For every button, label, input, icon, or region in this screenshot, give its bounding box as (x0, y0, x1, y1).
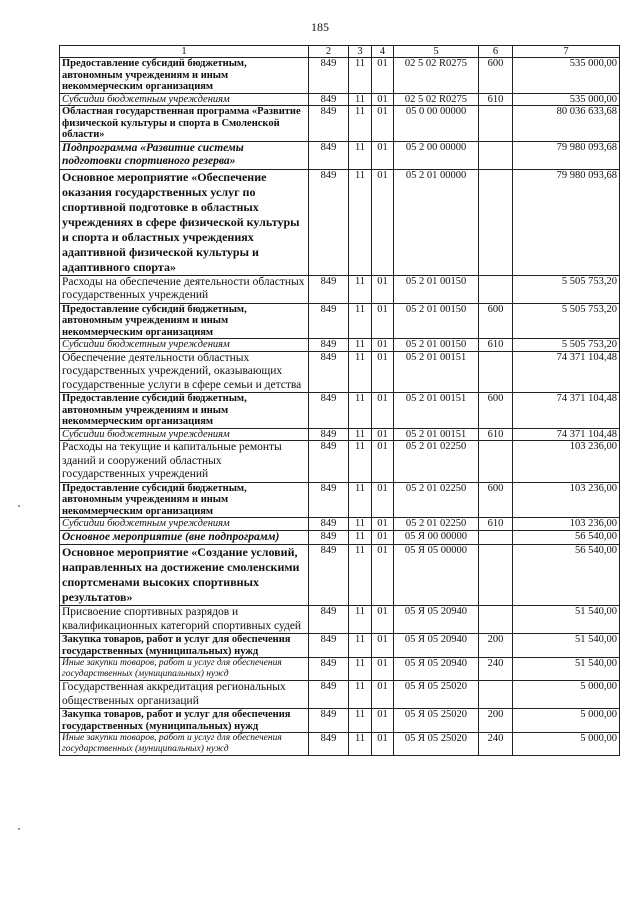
header-row (60, 46, 620, 58)
table-row (60, 339, 620, 352)
row-section-cell: 11 (349, 141, 372, 169)
row-amount-cell: 103 236,00 (513, 518, 620, 531)
table-row (60, 681, 620, 709)
row-expense-type-cell (479, 141, 513, 169)
row-name-cell: Субсидии бюджетным учреждениям (60, 428, 309, 441)
row-expense-type-cell (479, 441, 513, 483)
row-amount-cell: 535 000,00 (513, 93, 620, 106)
row-target-article-cell: 05 Я 05 20940 (394, 634, 479, 658)
row-name-cell: Основное мероприятие (вне подпрограмм) (60, 530, 309, 545)
row-target-article-cell: 05 2 01 02250 (394, 482, 479, 518)
row-code-cell: 849 (309, 518, 349, 531)
table-row (60, 169, 620, 275)
row-code-cell: 849 (309, 482, 349, 518)
row-section-cell: 11 (349, 518, 372, 531)
row-target-article-cell: 05 0 00 00000 (394, 106, 479, 142)
table-row (60, 482, 620, 518)
row-amount-cell: 5 505 753,20 (513, 275, 620, 303)
row-section-cell: 11 (349, 658, 372, 681)
page-number: 185 (311, 20, 329, 34)
row-subsection-cell: 01 (372, 106, 394, 142)
row-target-article-cell: 05 Я 05 20940 (394, 606, 479, 634)
table-row (60, 606, 620, 634)
row-expense-type-cell (479, 681, 513, 709)
row-name-cell: Обеспечение деятельности областных государственных учреждений, оказывающих государственные услуги в сфере семьи и детства (60, 351, 309, 393)
row-section-cell: 11 (349, 545, 372, 606)
row-subsection-cell: 01 (372, 93, 394, 106)
row-name-cell: Субсидии бюджетным учреждениям (60, 339, 309, 352)
header-cell: 2 (309, 46, 349, 58)
row-section-cell: 11 (349, 530, 372, 545)
row-target-article-cell: 05 2 00 00000 (394, 141, 479, 169)
row-name-cell: Расходы на обеспечение деятельности областных государственных учреждений (60, 275, 309, 303)
row-target-article-cell: 05 2 01 00150 (394, 339, 479, 352)
row-amount-cell: 74 371 104,48 (513, 428, 620, 441)
scan-mark (18, 828, 20, 830)
row-amount-cell: 51 540,00 (513, 658, 620, 681)
row-section-cell: 11 (349, 351, 372, 393)
row-target-article-cell: 05 Я 05 25020 (394, 709, 479, 733)
row-expense-type-cell: 240 (479, 733, 513, 756)
row-target-article-cell: 05 Я 05 25020 (394, 681, 479, 709)
row-section-cell: 11 (349, 393, 372, 429)
table-row (60, 303, 620, 339)
row-target-article-cell: 05 2 01 00151 (394, 428, 479, 441)
row-subsection-cell: 01 (372, 351, 394, 393)
row-subsection-cell: 01 (372, 58, 394, 94)
row-code-cell: 849 (309, 393, 349, 429)
header-cell: 7 (513, 46, 620, 58)
row-expense-type-cell: 600 (479, 482, 513, 518)
row-amount-cell: 51 540,00 (513, 634, 620, 658)
row-amount-cell: 5 000,00 (513, 709, 620, 733)
row-target-article-cell: 05 2 01 00150 (394, 275, 479, 303)
table-row (60, 93, 620, 106)
table-row (60, 275, 620, 303)
row-expense-type-cell: 200 (479, 709, 513, 733)
row-code-cell: 849 (309, 606, 349, 634)
row-section-cell: 11 (349, 606, 372, 634)
row-subsection-cell: 01 (372, 733, 394, 756)
table-row (60, 530, 620, 545)
table-row (60, 58, 620, 94)
row-section-cell: 11 (349, 634, 372, 658)
row-subsection-cell: 01 (372, 658, 394, 681)
row-amount-cell: 74 371 104,48 (513, 351, 620, 393)
table-row (60, 658, 620, 681)
row-code-cell: 849 (309, 530, 349, 545)
row-code-cell: 849 (309, 141, 349, 169)
row-subsection-cell: 01 (372, 275, 394, 303)
row-name-cell: Предоставление субсидий бюджетным, автономным учреждениям и иным некоммерческим организациям (60, 58, 309, 94)
row-section-cell: 11 (349, 106, 372, 142)
scan-mark (18, 505, 20, 507)
row-section-cell: 11 (349, 303, 372, 339)
row-target-article-cell: 02 5 02 R0275 (394, 93, 479, 106)
row-subsection-cell: 01 (372, 681, 394, 709)
row-name-cell: Подпрограмма «Развитие системы подготовки спортивного резерва» (60, 141, 309, 169)
row-amount-cell: 535 000,00 (513, 58, 620, 94)
header-cell: 5 (394, 46, 479, 58)
row-target-article-cell: 05 Я 05 25020 (394, 733, 479, 756)
row-section-cell: 11 (349, 93, 372, 106)
row-code-cell: 849 (309, 93, 349, 106)
row-name-cell: Иные закупки товаров, работ и услуг для обеспечения государственных (муниципальных) нужд (60, 658, 309, 681)
row-expense-type-cell (479, 545, 513, 606)
row-code-cell: 849 (309, 275, 349, 303)
row-subsection-cell: 01 (372, 441, 394, 483)
row-name-cell: Закупка товаров, работ и услуг для обеспечения государственных (муниципальных) нужд (60, 709, 309, 733)
header-cell: 6 (479, 46, 513, 58)
table-row (60, 106, 620, 142)
row-section-cell: 11 (349, 58, 372, 94)
row-subsection-cell: 01 (372, 634, 394, 658)
table-row (60, 733, 620, 756)
row-expense-type-cell (479, 351, 513, 393)
row-amount-cell: 103 236,00 (513, 441, 620, 483)
row-name-cell: Присвоение спортивных разрядов и квалификационных категорий спортивных судей (60, 606, 309, 634)
row-name-cell: Государственная аккредитация региональных общественных организаций (60, 681, 309, 709)
row-code-cell: 849 (309, 658, 349, 681)
row-subsection-cell: 01 (372, 482, 394, 518)
row-name-cell: Расходы на текущие и капитальные ремонты зданий и сооружений областных государственных учреждений (60, 441, 309, 483)
row-section-cell: 11 (349, 169, 372, 275)
row-name-cell: Предоставление субсидий бюджетным, автономным учреждениям и иным некоммерческим организациям (60, 482, 309, 518)
row-section-cell: 11 (349, 428, 372, 441)
row-amount-cell: 103 236,00 (513, 482, 620, 518)
table-row (60, 141, 620, 169)
budget-table (59, 45, 620, 756)
row-target-article-cell: 05 2 01 00151 (394, 351, 479, 393)
row-amount-cell: 56 540,00 (513, 530, 620, 545)
row-target-article-cell: 05 2 01 00000 (394, 169, 479, 275)
row-section-cell: 11 (349, 482, 372, 518)
row-code-cell: 849 (309, 339, 349, 352)
row-name-cell: Субсидии бюджетным учреждениям (60, 93, 309, 106)
row-expense-type-cell: 610 (479, 518, 513, 531)
row-name-cell: Областная государственная программа «Развитие физической культуры и спорта в Смоленской области» (60, 106, 309, 142)
row-target-article-cell: 05 2 01 02250 (394, 518, 479, 531)
row-target-article-cell: 05 2 01 02250 (394, 441, 479, 483)
row-amount-cell: 5 000,00 (513, 733, 620, 756)
row-subsection-cell: 01 (372, 141, 394, 169)
row-name-cell: Предоставление субсидий бюджетным, автономным учреждениям и иным некоммерческим организациям (60, 303, 309, 339)
row-section-cell: 11 (349, 275, 372, 303)
row-amount-cell: 79 980 093,68 (513, 169, 620, 275)
row-expense-type-cell (479, 169, 513, 275)
row-target-article-cell: 05 2 01 00150 (394, 303, 479, 339)
table-body (60, 58, 620, 756)
row-expense-type-cell (479, 606, 513, 634)
row-section-cell: 11 (349, 709, 372, 733)
row-expense-type-cell: 200 (479, 634, 513, 658)
row-name-cell: Основное мероприятие «Создание условий, направленных на достижение смоленскими спортсменами высоких спортивных результатов» (60, 545, 309, 606)
table-row (60, 634, 620, 658)
table-row (60, 393, 620, 429)
row-code-cell: 849 (309, 303, 349, 339)
row-name-cell: Субсидии бюджетным учреждениям (60, 518, 309, 531)
row-code-cell: 849 (309, 709, 349, 733)
row-target-article-cell: 05 2 01 00151 (394, 393, 479, 429)
row-code-cell: 849 (309, 733, 349, 756)
row-name-cell: Предоставление субсидий бюджетным, автономным учреждениям и иным некоммерческим организациям (60, 393, 309, 429)
table-row (60, 709, 620, 733)
table-row (60, 428, 620, 441)
row-code-cell: 849 (309, 58, 349, 94)
row-code-cell: 849 (309, 545, 349, 606)
row-name-cell: Основное мероприятие «Обеспечение оказания государственных услуг по спортивной подготовке в областных учреждениях в сфере физической культуры и спорта и областных учреждениях адаптивной физической культуры и адаптивного спорта» (60, 169, 309, 275)
row-expense-type-cell: 610 (479, 93, 513, 106)
row-code-cell: 849 (309, 428, 349, 441)
row-target-article-cell: 05 Я 05 20940 (394, 658, 479, 681)
table-row (60, 545, 620, 606)
row-expense-type-cell: 600 (479, 393, 513, 429)
row-amount-cell: 56 540,00 (513, 545, 620, 606)
row-amount-cell: 51 540,00 (513, 606, 620, 634)
table-row (60, 441, 620, 483)
header-cell: 1 (60, 46, 309, 58)
row-subsection-cell: 01 (372, 303, 394, 339)
row-subsection-cell: 01 (372, 606, 394, 634)
row-section-cell: 11 (349, 339, 372, 352)
row-code-cell: 849 (309, 169, 349, 275)
row-expense-type-cell: 600 (479, 58, 513, 94)
row-amount-cell: 80 036 633,68 (513, 106, 620, 142)
header-cell: 4 (372, 46, 394, 58)
row-name-cell: Иные закупки товаров, работ и услуг для обеспечения государственных (муниципальных) нужд (60, 733, 309, 756)
row-expense-type-cell (479, 275, 513, 303)
row-subsection-cell: 01 (372, 545, 394, 606)
row-expense-type-cell: 610 (479, 339, 513, 352)
row-amount-cell: 79 980 093,68 (513, 141, 620, 169)
row-subsection-cell: 01 (372, 169, 394, 275)
row-name-cell: Закупка товаров, работ и услуг для обеспечения государственных (муниципальных) нужд (60, 634, 309, 658)
row-expense-type-cell: 240 (479, 658, 513, 681)
row-amount-cell: 5 000,00 (513, 681, 620, 709)
row-amount-cell: 5 505 753,20 (513, 303, 620, 339)
row-section-cell: 11 (349, 733, 372, 756)
row-expense-type-cell: 610 (479, 428, 513, 441)
row-expense-type-cell (479, 530, 513, 545)
row-subsection-cell: 01 (372, 530, 394, 545)
row-code-cell: 849 (309, 441, 349, 483)
row-subsection-cell: 01 (372, 339, 394, 352)
header-cell: 3 (349, 46, 372, 58)
row-amount-cell: 74 371 104,48 (513, 393, 620, 429)
row-code-cell: 849 (309, 681, 349, 709)
row-subsection-cell: 01 (372, 393, 394, 429)
row-target-article-cell: 05 Я 05 00000 (394, 545, 479, 606)
table-row (60, 351, 620, 393)
row-subsection-cell: 01 (372, 518, 394, 531)
row-section-cell: 11 (349, 441, 372, 483)
row-code-cell: 849 (309, 634, 349, 658)
row-subsection-cell: 01 (372, 428, 394, 441)
row-section-cell: 11 (349, 681, 372, 709)
row-code-cell: 849 (309, 351, 349, 393)
row-expense-type-cell: 600 (479, 303, 513, 339)
row-amount-cell: 5 505 753,20 (513, 339, 620, 352)
row-expense-type-cell (479, 106, 513, 142)
row-target-article-cell: 02 5 02 R0275 (394, 58, 479, 94)
table-row (60, 518, 620, 531)
row-target-article-cell: 05 Я 00 00000 (394, 530, 479, 545)
row-subsection-cell: 01 (372, 709, 394, 733)
row-code-cell: 849 (309, 106, 349, 142)
